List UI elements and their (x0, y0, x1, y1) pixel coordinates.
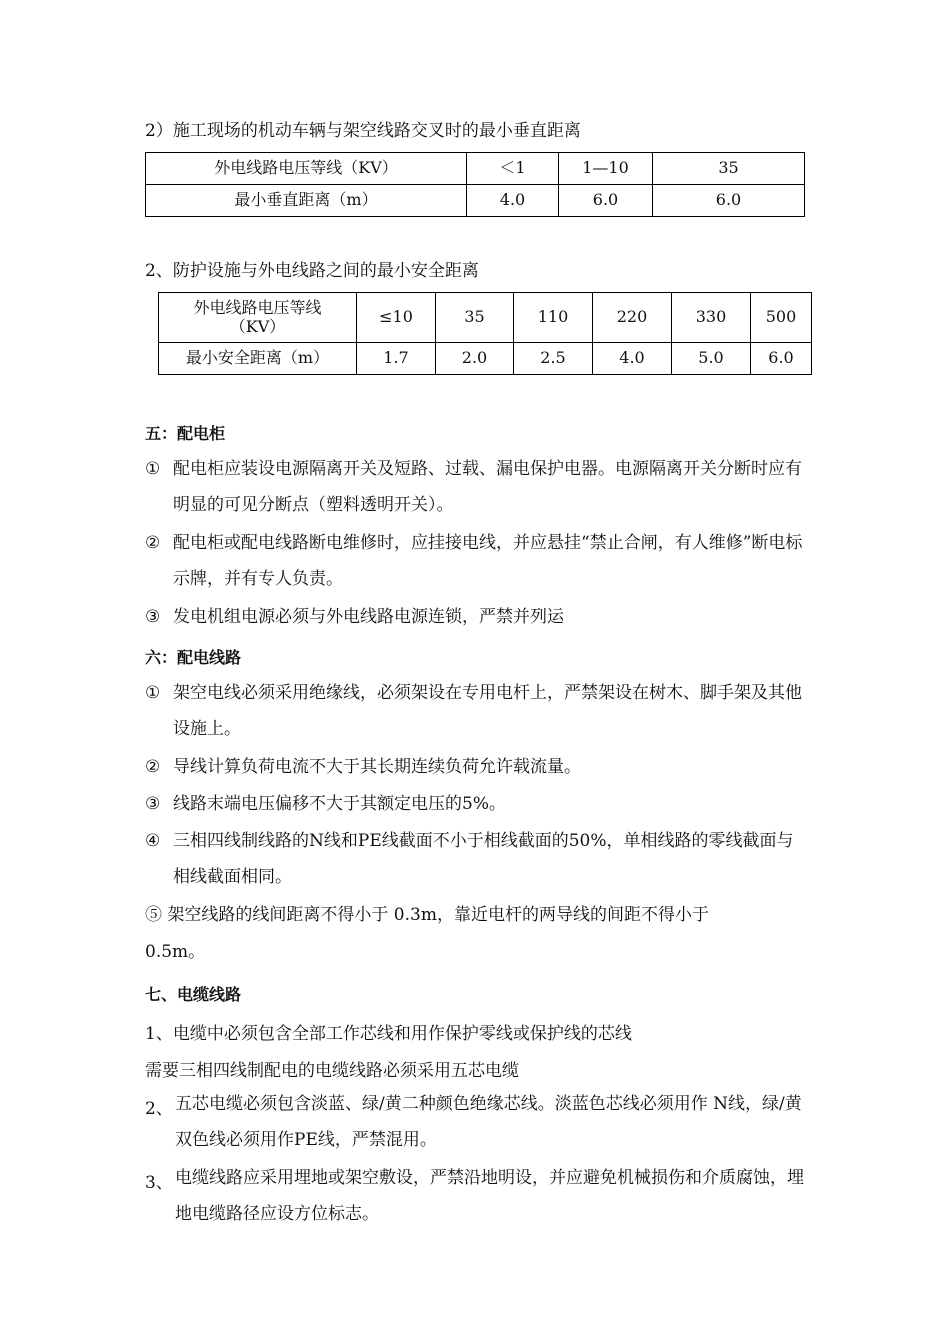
item-text: 线路末端电压偏移不大于其额定电压的5%。 (173, 794, 506, 814)
table-cell: 2.0 (436, 343, 514, 375)
table-cell: 6.0 (653, 185, 805, 217)
item-number: ① (145, 459, 161, 479)
table-cell: ≤10 (357, 293, 436, 343)
item-number: 3、 (145, 1173, 173, 1193)
vehicle-distance-heading: 2）施工现场的机动车辆与架空线路交叉时的最小垂直距离 (145, 121, 581, 141)
item-number: ③ (145, 607, 161, 627)
item-text: 发电机组电源必须与外电线路电源连锁，严禁并列运 (173, 607, 564, 627)
table-cell: 最小垂直距离（m） (146, 185, 467, 217)
list-item (145, 749, 810, 785)
protection-distance-heading: 2、防护设施与外电线路之间的最小安全距离 (145, 261, 479, 281)
item-number: 2、 (145, 1099, 173, 1119)
item-text: 五芯电缆必须包含淡蓝、绿/黄二种颜色绝缘芯线。淡蓝色芯线必须用作 N线，绿/黄双色线必须用作PE线，严禁混用。 (175, 1094, 802, 1150)
list-item (145, 823, 810, 895)
item-number: ④ (145, 831, 161, 851)
table-cell: 1—10 (559, 153, 653, 185)
table-cell: 500 (751, 293, 812, 343)
list-item (145, 1086, 810, 1158)
list-item-5-line1: ⑤ 架空线路的线间距离不得小于 0.3m，靠近电杆的两导线的间距不得小于 (145, 905, 709, 925)
list-item-5-line2: 0.5m。 (145, 942, 206, 962)
table-row (146, 185, 805, 217)
list-item (145, 599, 810, 635)
table-row (146, 153, 805, 185)
table-cell: ＜1 (467, 153, 559, 185)
item-text: 配电柜或配电线路断电维修时，应挂接电线，并应悬挂“禁止合闸，有人维修”断电标示牌，并有专人负责。 (173, 533, 803, 589)
item-number: ② (145, 533, 161, 553)
table-cell: 4.0 (467, 185, 559, 217)
table-cell: 4.0 (593, 343, 672, 375)
safety-distance-table (158, 292, 812, 375)
list-item (145, 1160, 810, 1232)
table-cell: 1.7 (357, 343, 436, 375)
list-item (145, 525, 810, 597)
item-number: ① (145, 683, 161, 703)
vertical-distance-table (145, 152, 805, 217)
table-cell: 110 (514, 293, 593, 343)
table-cell: 330 (672, 293, 751, 343)
table-cell: 5.0 (672, 343, 751, 375)
cable-line-2: 需要三相四线制配电的电缆线路必须采用五芯电缆 (145, 1061, 519, 1081)
item-number: ② (145, 757, 161, 777)
table-cell: 6.0 (559, 185, 653, 217)
table-cell: 外电线路电压等线（KV） (146, 153, 467, 185)
section-title-distribution-lines: 六：配电线路 (145, 648, 242, 667)
cable-line-1: 1、电缆中必须包含全部工作芯线和用作保护零线或保护线的芯线 (145, 1024, 632, 1044)
item-number: ③ (145, 794, 161, 814)
table-cell: 2.5 (514, 343, 593, 375)
table-cell: 220 (593, 293, 672, 343)
item-text: 三相四线制线路的N线和PE线截面不小于相线截面的50%，单相线路的零线截面与相线截面相同。 (173, 831, 794, 887)
list-item (145, 786, 810, 822)
section-title-distribution-cabinet: 五：配电柜 (145, 424, 226, 443)
item-text: 电缆线路应采用埋地或架空敷设，严禁沿地明设，并应避免机械损伤和介质腐蚀，埋地电缆路径应设方位标志。 (175, 1168, 804, 1224)
table-cell: 最小安全距离（m） (159, 343, 357, 375)
table-row (159, 293, 812, 343)
table-cell: 6.0 (751, 343, 812, 375)
table-cell: 35 (653, 153, 805, 185)
list-item (145, 451, 810, 523)
table-cell: 外电线路电压等线（KV） (159, 293, 357, 343)
item-text: 配电柜应装设电源隔离开关及短路、过载、漏电保护电器。电源隔离开关分断时应有明显的可见分断点（塑料透明开关）。 (173, 459, 802, 515)
item-text: 导线计算负荷电流不大于其长期连续负荷允许载流量。 (173, 757, 581, 777)
list-item (145, 675, 810, 747)
item-text: 架空电线必须采用绝缘线，必须架设在专用电杆上，严禁架设在树木、脚手架及其他设施上。 (173, 683, 802, 739)
table-row (159, 343, 812, 375)
table-cell: 35 (436, 293, 514, 343)
section-title-cable-lines: 七、电缆线路 (145, 985, 242, 1004)
